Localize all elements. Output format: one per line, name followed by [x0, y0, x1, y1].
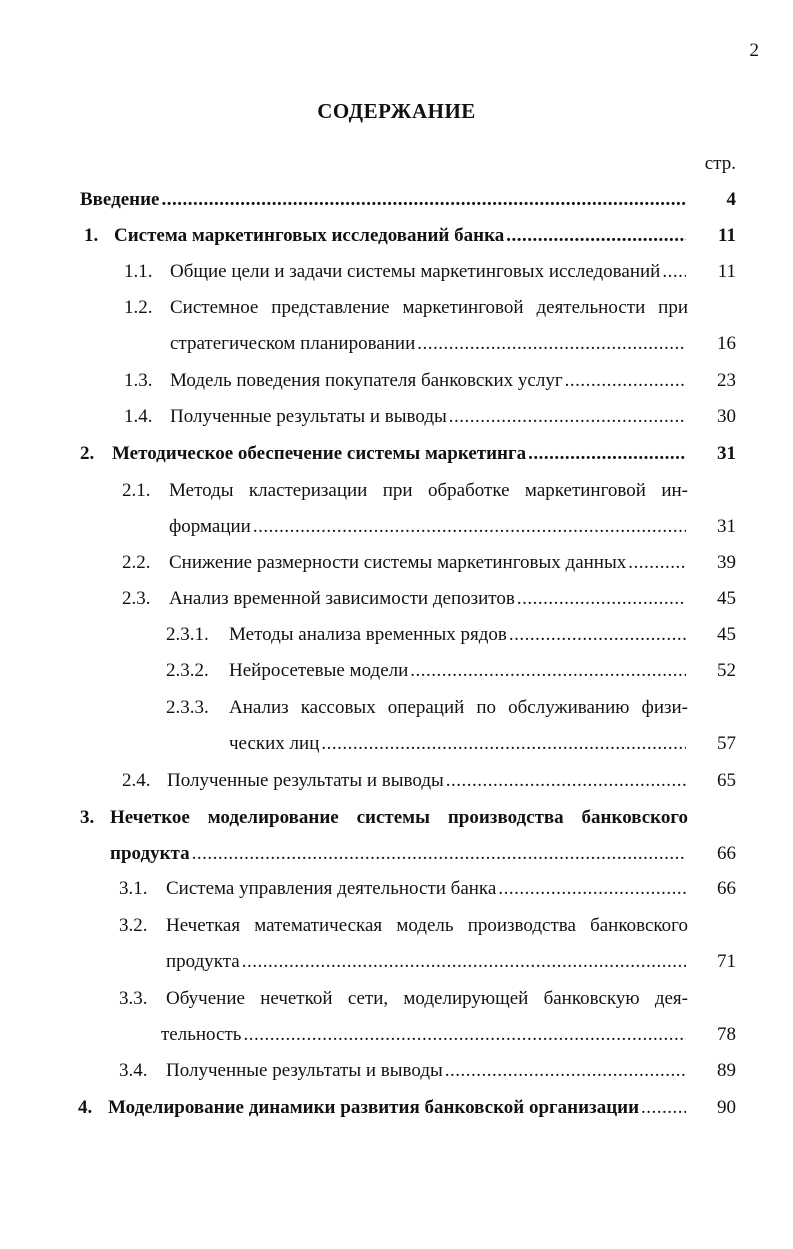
leader-dots [445, 1057, 686, 1085]
toc-entry-title: Полученные результаты и выводы [167, 770, 444, 791]
toc-entry-page: 66 [717, 843, 736, 864]
toc-entry-page: 65 [717, 770, 736, 791]
toc-entry-page: 4 [726, 189, 736, 210]
toc-entry-title: продукта [166, 951, 240, 972]
toc-entry-number: 1.3. [124, 370, 153, 391]
toc-entry-intro[interactable] [80, 186, 736, 214]
leader-dots [446, 767, 686, 795]
toc-entry-title: Нечеткая математическая модель производства банковского [166, 915, 688, 936]
toc-entry-2-3[interactable] [122, 585, 736, 613]
toc-entry-page: 11 [717, 261, 736, 282]
page-column-header: стр. [704, 153, 736, 174]
leader-dots [498, 875, 686, 903]
toc-entry-1-2-cont[interactable] [170, 330, 736, 358]
toc-entry-number: 4. [78, 1097, 93, 1118]
toc-entry-number: 3.4. [119, 1060, 148, 1081]
leader-dots [449, 403, 686, 431]
toc-entry-number: 3. [80, 807, 95, 828]
leader-dots [662, 258, 686, 286]
toc-entry-number: 2. [80, 443, 95, 464]
toc-entry-number: 2.3.2. [166, 660, 209, 681]
toc-entry-page: 71 [717, 951, 736, 972]
toc-entry-1-1[interactable] [124, 258, 736, 286]
toc-entry-2-3-3[interactable] [166, 694, 736, 722]
toc-entry-chapter-3-cont[interactable] [110, 840, 736, 868]
toc-entry-1-3[interactable] [124, 367, 736, 395]
toc-entry-page: 45 [717, 588, 736, 609]
leader-dots [242, 948, 686, 976]
leader-dots [506, 222, 686, 250]
toc-entry-page: 16 [717, 333, 736, 354]
toc-entry-title: Анализ кассовых операций по обслуживанию физи- [229, 697, 688, 718]
toc-entry-3-3[interactable] [119, 985, 736, 1013]
toc-entry-number: 3.1. [119, 878, 148, 899]
toc-entry-title: Нейросетевые модели [229, 660, 409, 681]
toc-entry-page: 57 [717, 733, 736, 754]
leader-dots [321, 730, 686, 758]
toc-entry-page: 90 [717, 1097, 736, 1118]
toc-entry-title: Система маркетинговых исследований банка [114, 225, 505, 246]
toc-entry-2-3-2[interactable] [166, 657, 736, 685]
toc-entry-number: 2.2. [122, 552, 151, 573]
leader-dots [253, 513, 686, 541]
leader-dots [162, 186, 687, 214]
toc-entry-number: 3.2. [119, 915, 148, 936]
page-number: 2 [749, 40, 759, 61]
toc-entry-number: 3.3. [119, 988, 148, 1009]
toc-entry-chapter-3[interactable] [80, 804, 736, 832]
toc-entry-title: Полученные результаты и выводы [166, 1060, 443, 1081]
toc-entry-title: стратегическом планировании [170, 333, 416, 354]
toc-entry-page: 11 [718, 225, 736, 246]
toc-entry-title: тельность [161, 1024, 242, 1045]
toc-entry-page: 78 [717, 1024, 736, 1045]
toc-entry-number: 2.3.1. [166, 624, 209, 645]
leader-dots [517, 585, 686, 613]
toc-entry-2-1-cont[interactable] [169, 513, 736, 541]
leader-dots [528, 440, 686, 468]
toc-entry-title: продукта [110, 843, 190, 864]
toc-entry-2-3-1[interactable] [166, 621, 736, 649]
leader-dots [628, 549, 686, 577]
toc-entry-title: Общие цели и задачи системы маркетинговых исследований [170, 261, 661, 282]
toc-entry-number: 2.1. [122, 480, 151, 501]
toc-entry-title: Нечеткое моделирование системы производства банковского [110, 807, 688, 828]
toc-entry-chapter-4[interactable] [78, 1094, 736, 1122]
toc-entry-title: Полученные результаты и выводы [170, 406, 447, 427]
toc-entry-number: 1.2. [124, 297, 153, 318]
toc-entry-3-4[interactable] [119, 1057, 736, 1085]
toc-entry-title: Система управления деятельности банка [166, 878, 497, 899]
toc-entry-1-2[interactable] [124, 294, 736, 322]
toc-entry-page: 89 [717, 1060, 736, 1081]
toc-entry-title: ческих лиц [229, 733, 320, 754]
toc-entry-title: Методы кластеризации при обработке маркетинговой ин- [169, 480, 688, 501]
toc-entry-1-4[interactable] [124, 403, 736, 431]
toc-entry-number: 1. [84, 225, 99, 246]
toc-entry-title: Обучение нечеткой сети, моделирующей банковскую дея- [166, 988, 688, 1009]
toc-entry-number: 1.4. [124, 406, 153, 427]
toc-entry-title: Снижение размерности системы маркетинговых данных [169, 552, 627, 573]
leader-dots [192, 840, 686, 868]
toc-entry-title: формации [169, 516, 251, 537]
toc-entry-2-2[interactable] [122, 549, 736, 577]
toc-entry-number: 1.1. [124, 261, 153, 282]
leader-dots [641, 1094, 686, 1122]
leader-dots [417, 330, 686, 358]
toc-entry-title: Анализ временной зависимости депозитов [169, 588, 515, 609]
toc-entry-2-1[interactable] [122, 477, 736, 505]
toc-entry-page: 39 [717, 552, 736, 573]
toc-entry-3-2[interactable] [119, 912, 736, 940]
toc-entry-chapter-2[interactable] [80, 440, 736, 468]
leader-dots [509, 621, 686, 649]
toc-entry-title: Моделирование динамики развития банковской организации [108, 1097, 640, 1118]
toc-entry-3-2-cont[interactable] [166, 948, 736, 976]
toc-entry-title: Введение [80, 189, 160, 210]
toc-entry-page: 66 [717, 878, 736, 899]
toc-entry-number: 2.3.3. [166, 697, 209, 718]
page-title: СОДЕРЖАНИЕ [317, 99, 476, 123]
toc-entry-2-4[interactable] [122, 767, 736, 795]
leader-dots [410, 657, 686, 685]
toc-entry-title: Модель поведения покупателя банковских услуг [170, 370, 563, 391]
toc-entry-number: 2.4. [122, 770, 151, 791]
toc-entry-page: 23 [717, 370, 736, 391]
leader-dots [243, 1021, 686, 1049]
toc-entry-chapter-1[interactable] [84, 222, 736, 250]
toc-entry-page: 30 [717, 406, 736, 427]
toc-entry-2-3-3-cont[interactable] [229, 730, 736, 758]
toc-entry-title: Методы анализа временных рядов [229, 624, 507, 645]
toc-entry-title: Системное представление маркетинговой деятельности при [170, 297, 688, 318]
toc-entry-3-3-cont[interactable] [161, 1021, 736, 1049]
toc-entry-page: 31 [717, 516, 736, 537]
toc-entry-page: 45 [717, 624, 736, 645]
toc-entry-3-1[interactable] [119, 875, 736, 903]
toc-entry-page: 52 [717, 660, 736, 681]
toc-entry-page: 31 [717, 443, 736, 464]
toc-entry-number: 2.3. [122, 588, 151, 609]
leader-dots [565, 367, 686, 395]
toc-entry-title: Методическое обеспечение системы маркетинга [112, 443, 527, 464]
